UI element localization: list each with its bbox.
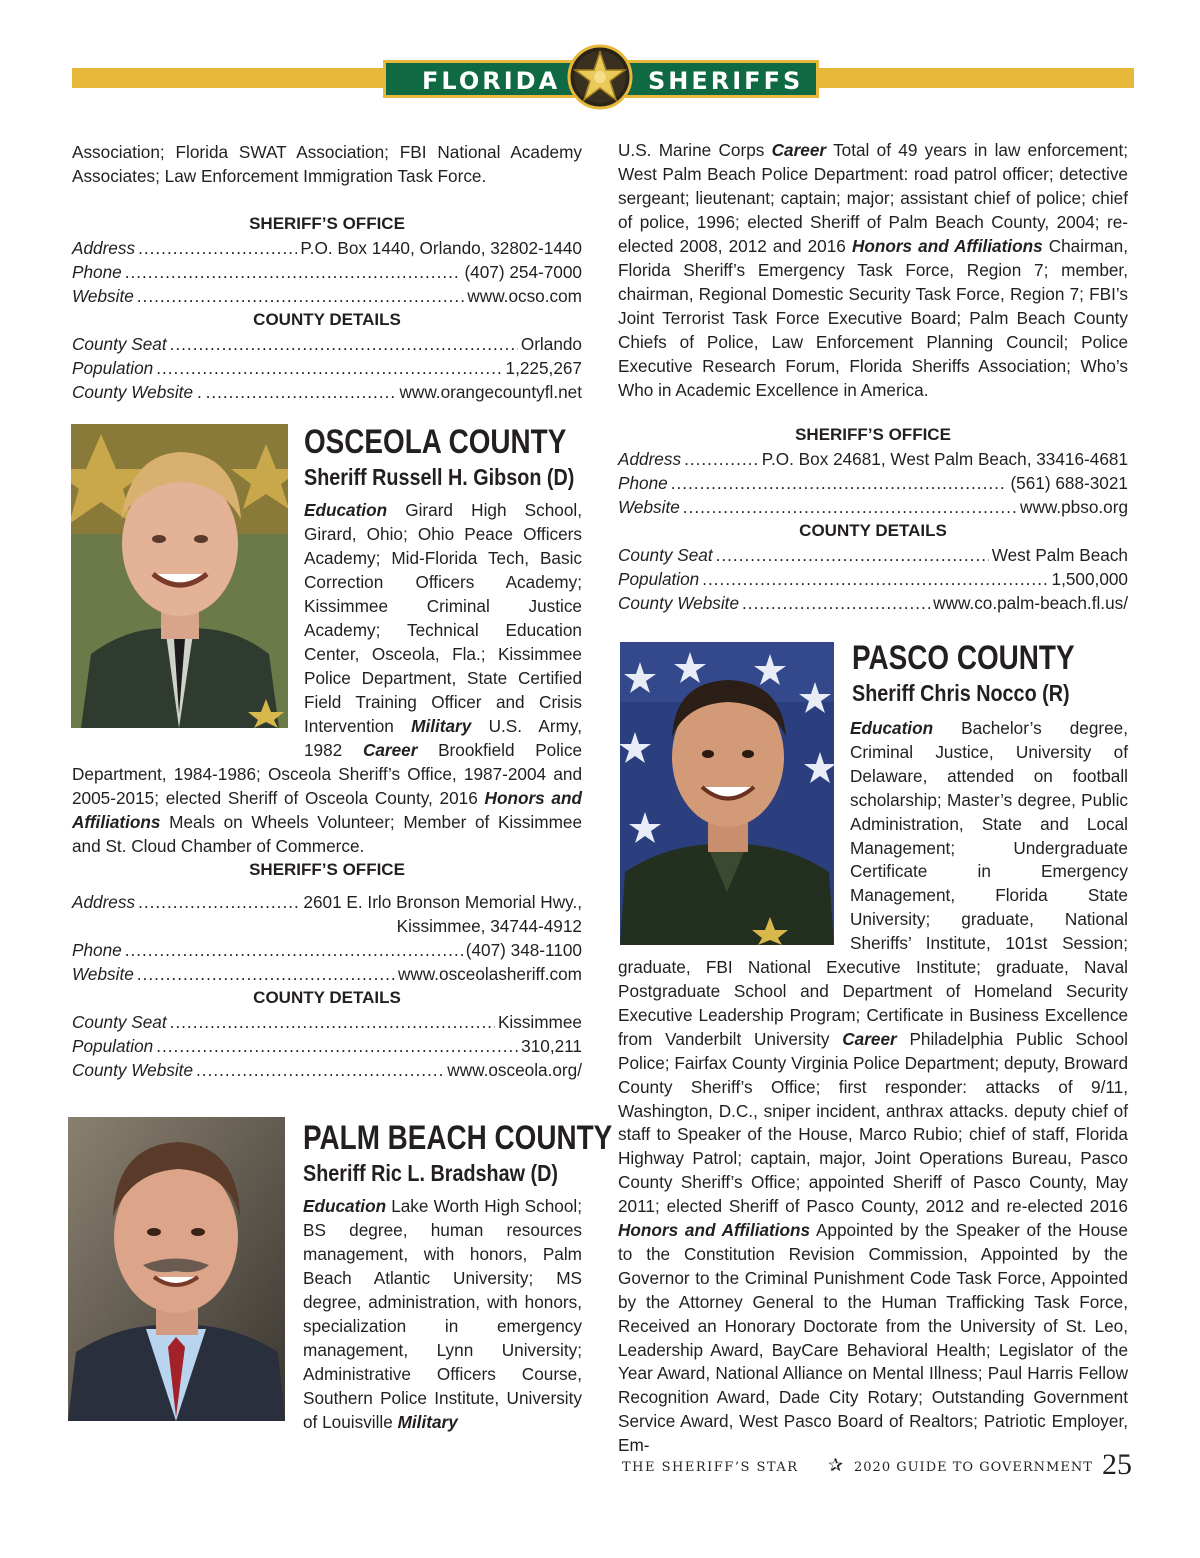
osceola-county-title: OSCEOLA COUNTY	[304, 423, 567, 461]
osceola-header-block	[304, 422, 582, 498]
osceola-office-block	[72, 858, 582, 1082]
website-label: Website	[72, 964, 134, 984]
osceola-cweb-row	[72, 1058, 582, 1082]
banner-sheriffs-word: SHERIFFS	[648, 67, 804, 95]
career-label: Career	[771, 140, 827, 160]
palmbeach-header-block	[303, 1118, 613, 1194]
footer-publication: THE SHERIFF’S STAR	[622, 1460, 799, 1475]
career-label: Career	[362, 740, 418, 760]
palmbeach-military: U.S. Marine Corps	[618, 140, 772, 160]
palmbeach-education: Lake Worth High School; BS degree, human resources management, with honors, Palm Beach Atlantic University; MS degree, administration, with honors, specialization in emergency management, Lynn University; Administrative Officers Course, Southern Police Institute, University of Louisville	[303, 1196, 582, 1432]
osceola-pop: 310,211	[521, 1036, 582, 1056]
palmbeach-details-heading: COUNTY DETAILS	[799, 521, 947, 540]
sheriff-star-icon	[567, 44, 633, 110]
osceola-address-row	[72, 890, 582, 914]
orange-affiliations-tail: Association; Florida SWAT Association; FBI National Academy Associates; Law Enforcement Immigration Task Force.	[72, 142, 582, 186]
address-label: Address	[72, 892, 136, 912]
pasco-career: Philadelphia Public School Police; Fairfax County Virginia Police Department; deputy, Broward County Sheriff’s Office; first responder: attacks of 9/11, Washington, D.C., sniper incident, anthrax attacks. deputy chief of staff to Speaker of the House, Marco Rubio; chief of staff, Florida Highway Patrol; captain, major, Joint Operations Bureau, Pasco County Sheriff’s Office; appointed Sheriff of Pasco County, May 2011; elected Sheriff of Pasco County, 2012 and re-elected 2016	[618, 1028, 1129, 1217]
palmbeach-county-website[interactable]: www.co.palm-beach.fl.us/	[933, 593, 1128, 613]
palmbeach-cweb-row	[618, 591, 1128, 615]
footer-guide: 2020 GUIDE TO GOVERNMENT	[854, 1460, 1093, 1475]
page-number: 25	[1102, 1448, 1132, 1481]
phone-label: Phone	[618, 473, 668, 493]
orange-cweb-row	[72, 380, 582, 404]
palmbeach-bio-part1	[303, 1194, 582, 1434]
osceola-office-heading: SHERIFF’S OFFICE	[249, 860, 405, 879]
osceola-county-website[interactable]: www.osceola.org/	[447, 1060, 582, 1080]
palmbeach-seat: West Palm Beach	[991, 545, 1128, 565]
website-label: Website	[72, 286, 134, 306]
orange-details-heading: COUNTY DETAILS	[253, 310, 401, 329]
honors-label: Honors and Affiliations	[618, 1220, 811, 1241]
banner-florida-word: FLORIDA	[422, 67, 561, 95]
palmbeach-website-row	[618, 495, 1128, 519]
sheriff-bradshaw-photo	[68, 1117, 285, 1421]
orange-address: P.O. Box 1440, Orlando, 32802-1440	[300, 238, 582, 258]
palmbeach-phone: (561) 688-3021	[1010, 473, 1128, 493]
palmbeach-address: P.O. Box 24681, West Palm Beach, 33416-4681	[761, 449, 1128, 469]
palmbeach-bio-part2	[618, 138, 1128, 402]
county-website-label: County Website	[618, 593, 740, 613]
pasco-sheriff-name: Sheriff Chris Nocco (R)	[852, 680, 1070, 706]
osceola-career: Brookfield Police Department, 1984-1986; Osceola Sheriff’s Office, 1987-2004 and 2005-2015; elected Sheriff of Osceola County, 2016	[72, 740, 583, 808]
honors-label: Honors and Affiliations	[851, 236, 1043, 256]
county-seat-label: County Seat	[72, 1012, 167, 1032]
orange-website-row	[72, 284, 582, 308]
orange-phone: (407) 254-7000	[464, 262, 582, 282]
orange-pop: 1,225,267	[505, 358, 582, 378]
military-label: Military	[397, 1412, 458, 1432]
osceola-seat-row	[72, 1010, 582, 1034]
address-label: Address	[618, 449, 682, 469]
osceola-education: Girard High School, Girard, Ohio; Ohio Peace Officers Academy; Mid-Florida Tech, Basic Correction Officers Academy; Kissimmee Criminal Justice Academy; Technical Education Center, Osceola, Fla.; Kissimmee Police Department, State Certified Field Training Officer and Crisis Intervention	[304, 500, 582, 736]
orange-pop-row	[72, 356, 582, 380]
orange-address-row	[72, 236, 582, 260]
orange-county-website[interactable]: www.orangecountyfl.net	[399, 382, 582, 402]
osceola-details-heading: COUNTY DETAILS	[253, 988, 401, 1007]
orange-phone-row	[72, 260, 582, 284]
palmbeach-honors: Chairman, Florida Sheriff’s Emergency Task Force, Region 7; member, chairman, Regional Domestic Security Task Force, Region 7; FBI’s Joint Terrorist Task Force Executive Board; Palm Beach County Chiefs of Police, Law Enforcement Planning Council; Police Executive Research Forum, Florida Sheriffs Association; Who’s Who in Academic Excellence in America.	[618, 236, 1128, 400]
county-website-label: County Website	[72, 1060, 194, 1080]
orange-website[interactable]: www.ocso.com	[467, 286, 582, 306]
osceola-website[interactable]: www.osceolasheriff.com	[397, 964, 582, 984]
palmbeach-sheriff-name: Sheriff Ric L. Bradshaw (D)	[303, 1160, 558, 1186]
footer-star-icon: ✰	[828, 1455, 844, 1475]
palmbeach-phone-row	[618, 471, 1128, 495]
career-label: Career	[842, 1028, 897, 1049]
page-footer	[622, 1448, 1132, 1484]
pasco-header-block	[852, 638, 1128, 714]
population-label: Population	[618, 569, 700, 589]
osceola-pop-row	[72, 1034, 582, 1058]
orange-seat-row	[72, 332, 582, 356]
pasco-county-title: PASCO COUNTY	[852, 639, 1075, 677]
palmbeach-pop: 1,500,000	[1051, 569, 1128, 589]
education-label: Education	[850, 718, 934, 738]
palmbeach-seat-row	[618, 543, 1128, 567]
osceola-address-line2: Kissimmee, 34744-4912	[396, 916, 582, 936]
county-seat-label: County Seat	[618, 545, 713, 565]
pasco-education: Bachelor’s degree, Criminal Justice, University of Delaware, attended on football scholarship; Master’s degree, Public Administration, State and Local Management; Undergraduate Certificate in Emergency Management, Florida State University; graduate, National Sheriffs’ Institute, 101st Session; graduate, FBI National Executive Institute; graduate, Naval Postgraduate School and Department of Homeland Security Executive Leadership Program; Certificate in Business Excellence from Vanderbilt University	[618, 718, 1128, 1049]
palmbeach-office-heading: SHERIFF’S OFFICE	[795, 425, 951, 444]
pasco-honors: Appointed by the Speaker of the House to the Constitution Revision Commission, Appointed by the Governor to the Criminal Punishment Code Task Force, Appointed by the Attorney General to the Human Trafficking Task Force, Received an Honorary Doctorate from the University of St. Leo, Leadership Award, BayCare Behavioral Health; Legislator of the Year Award, National Alliance on Mental Illness; Paul Harris Fellow Recognition Award, Dade City Rotary; Outstanding Government Service Award, West Pasco Board of Realtors; Patriotic Employer, Em-	[618, 1220, 1128, 1456]
county-seat-label: County Seat	[72, 334, 167, 354]
osceola-bio	[72, 498, 582, 858]
education-label: Education	[303, 1196, 387, 1216]
osceola-sheriff-name: Sheriff Russell H. Gibson (D)	[304, 464, 575, 490]
military-label: Military	[411, 716, 472, 736]
orange-seat: Orlando	[520, 334, 582, 354]
address-label: Address	[72, 238, 136, 258]
osceola-phone-row	[72, 938, 582, 962]
palmbeach-career: Total of 49 years in law enforcement; West Palm Beach Police Department: road patrol officer; detective sergeant; lieutenant; captain; major; assistant chief of police; chief of police, 1996; elected Sheriff of Palm Beach County, 2004; re-elected 2008, 2012 and 2016	[618, 140, 1128, 256]
osceola-honors: Meals on Wheels Volunteer; Member of Kissimmee and St. Cloud Chamber of Commerce.	[72, 812, 582, 856]
palmbeach-office-block	[618, 423, 1128, 615]
education-label: Education	[304, 500, 388, 520]
osceola-address-line1: 2601 E. Irlo Bronson Memorial Hwy.,	[303, 892, 582, 912]
osceola-website-row	[72, 962, 582, 986]
website-label: Website	[618, 497, 680, 517]
pasco-bio	[618, 717, 1128, 1458]
population-label: Population	[72, 358, 154, 378]
palmbeach-county-title: PALM BEACH COUNTY	[303, 1119, 613, 1157]
honors-label: Honors and Affiliations	[72, 788, 582, 832]
osceola-military: U.S. Army, 1982	[304, 716, 582, 760]
population-label: Population	[72, 1036, 154, 1056]
orange-office-block	[72, 212, 582, 404]
palmbeach-address-row	[618, 447, 1128, 471]
osceola-phone: (407) 348-1100	[465, 940, 582, 960]
orange-office-heading: SHERIFF’S OFFICE	[249, 214, 405, 233]
county-website-label: County Website .	[72, 382, 203, 402]
phone-label: Phone	[72, 262, 122, 282]
osceola-seat: Kissimmee	[497, 1012, 582, 1032]
phone-label: Phone	[72, 940, 122, 960]
palmbeach-pop-row	[618, 567, 1128, 591]
palmbeach-website[interactable]: www.pbso.org	[1020, 497, 1128, 517]
